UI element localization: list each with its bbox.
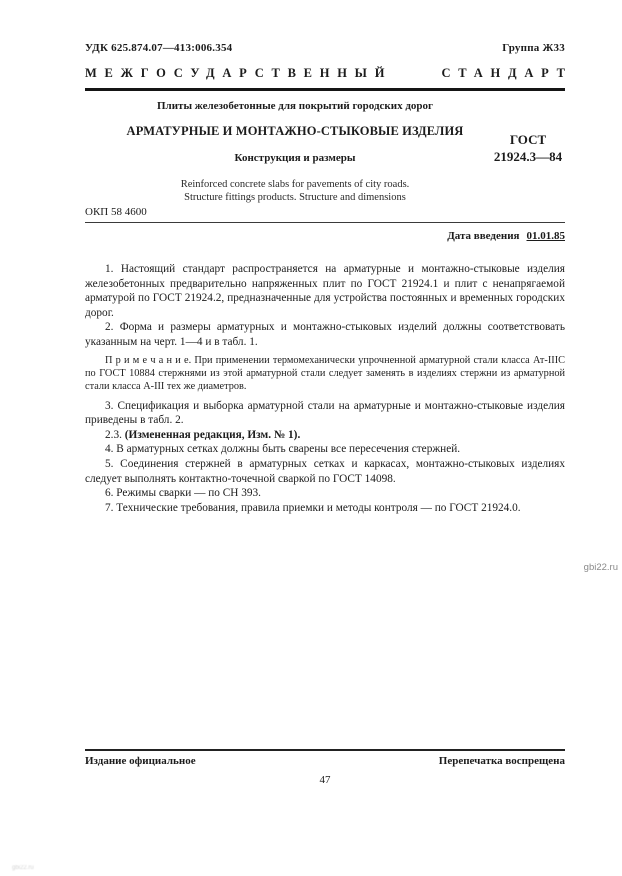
title-english-line2: Structure fittings products. Structure and dimensions [184,192,406,203]
footer-row [85,755,565,767]
note-text: При применении термомеханически упрочненной арматурной стали класса Ат-IIIС по ГОСТ 10884 стержнями из этой арматурной стали следует заменять в изделиях стержни из арматурной стали класса А-III тех же диаметров. [85,354,565,392]
paragraph-4: 4. В арматурных сетках должны быть сварены все пересечения стержней. [105,443,461,456]
paragraph-3: 3. Спецификация и выборка арматурной стали на арматурные и монтажно-стыковые изделия приведены в табл. 2. [85,399,565,427]
okp-rule [85,222,565,223]
title-main: АРМАТУРНЫЕ И МОНТАЖНО-СТЫКОВЫЕ ИЗДЕЛИЯ [126,124,464,138]
standard-heading [85,66,573,81]
standard-word-2: СТАНДАРТ [441,66,573,80]
paragraph-2-3-number: 2.3. [105,428,122,441]
title-subtitle: Конструкция и размеры [234,152,356,164]
paragraph-1: 1. Настоящий стандарт распространяется на арматурные и монтажно-стыковые изделия железобетонных предварительно напряженных плит по ГОСТ 21924.1 и плит с ненапрягаемой арматурой по ГОСТ 21924.2, предназначенные для устройства постоянных и временных городских дорог. [85,263,565,319]
note-paragraph [85,354,565,393]
body-text [85,262,565,515]
standard-word-1: МЕЖГОСУДАРСТВЕННЫЙ [85,66,393,80]
page-number: 47 [319,774,331,786]
title-english-line1: Reinforced concrete slabs for pavements of city roads. [180,179,410,190]
header-thick-rule [85,88,565,91]
udc-group-row [85,42,565,54]
paragraph-5: 5. Соединения стержней в арматурных сетках и каркасах, монтажно-стыковых изделиях следует выполнять контактно-точечной сваркой по ГОСТ 14098. [85,457,565,485]
title-block [85,100,505,204]
title-russian-small: Плиты железобетонные для покрытий городских дорог [156,100,434,112]
date-label: Дата введения [447,230,520,242]
note-label: П р и м е ч а н и е. [105,354,192,366]
paragraph-6: 6. Режимы сварки — по СН 393. [105,487,262,500]
site-watermark: gbi22.ru [583,562,618,573]
group-code: Группа Ж33 [502,42,565,54]
udc-code: УДК 625.874.07—413:006.354 [85,42,233,54]
footer-reprint-notice: Перепечатка воспрещена [438,755,565,767]
paragraph-2-3 [85,428,565,443]
date-value: 01.01.85 [526,230,565,242]
gost-number: 21924.3—84 [493,149,563,164]
paragraph-7: 7. Технические требования, правила приемки и методы контроля — по ГОСТ 21924.0. [105,501,521,514]
footer-rule [85,749,565,751]
paragraph-2-3-amendment: (Измененная редакция, Изм. № 1). [124,428,301,441]
okp-code: ОКП 58 4600 [85,206,147,218]
footer-official-edition: Издание официальное [85,755,196,767]
paragraph-2: 2. Форма и размеры арматурных и монтажно-стыковых изделий должны соответствовать указанным на черт. 1—4 и в табл. 1. [85,321,565,348]
introduction-date [447,230,565,242]
gost-label: ГОСТ [509,132,547,147]
bottom-left-smudge-watermark: gbi22.ru [12,865,34,871]
gost-number-block [478,131,578,165]
